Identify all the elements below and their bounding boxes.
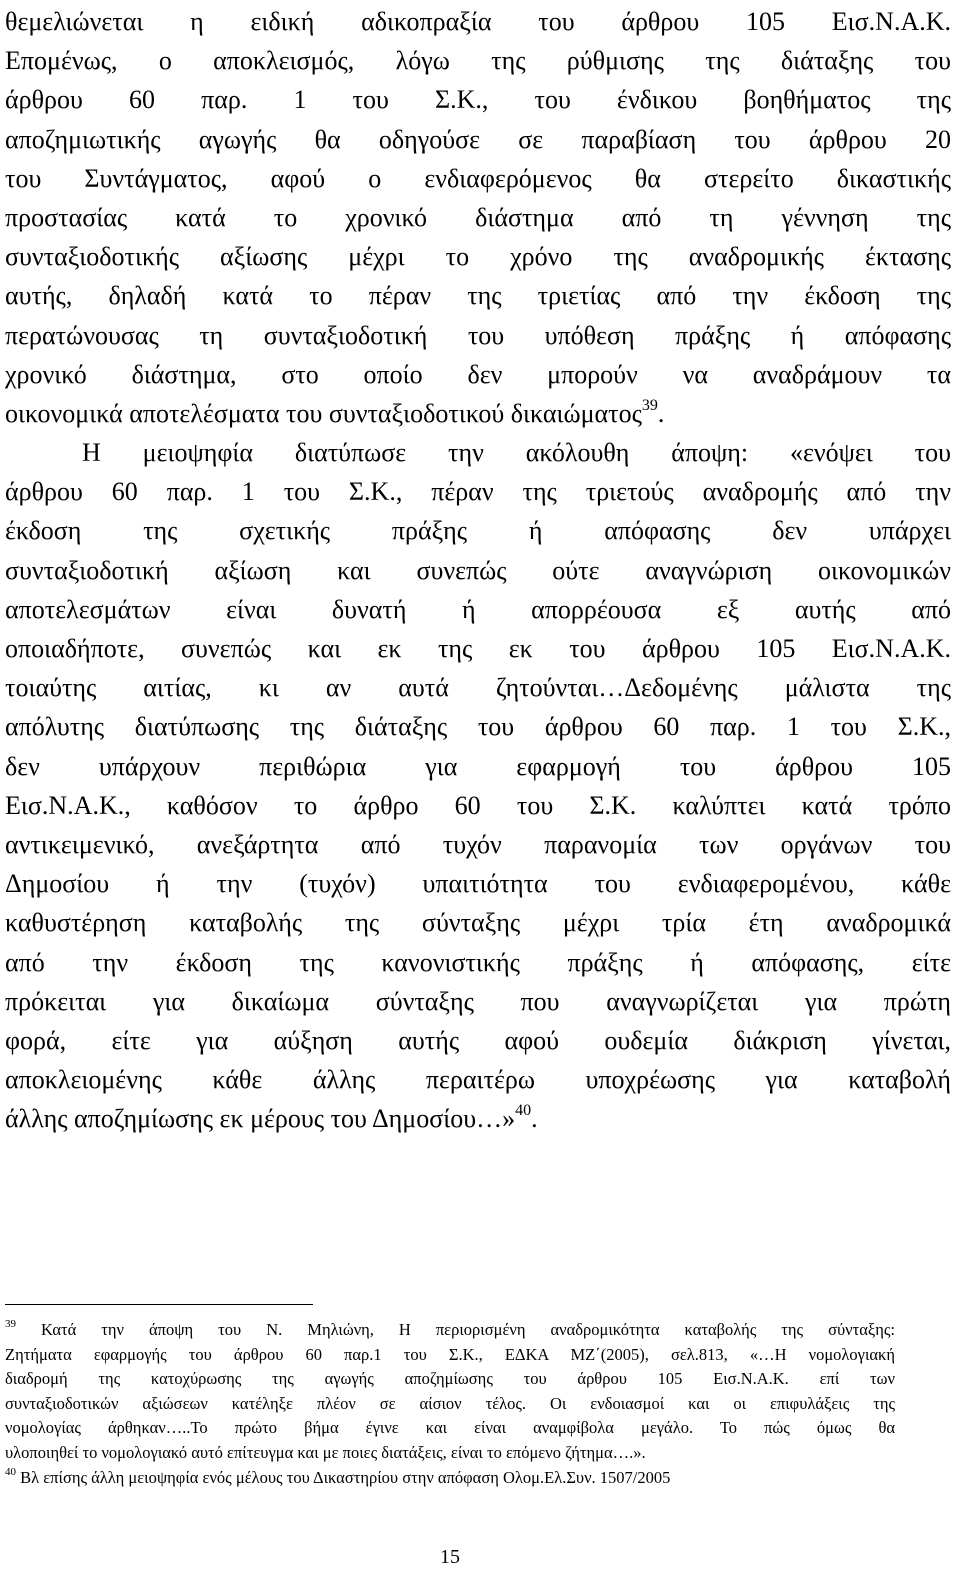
footnote-39-line-text bbox=[5, 1320, 895, 1339]
footnotes bbox=[5, 1318, 895, 1490]
body-text bbox=[5, 2, 951, 1138]
footnote-ref-39[interactable]: 39 bbox=[641, 396, 658, 414]
text-line-content: άλλης αποζημίωσης εκ μέρους του Δημοσίου…» bbox=[5, 1104, 516, 1134]
text-line: δεν υπάρχουν περιθώρια για εφαρμογή του άρθρου 105 bbox=[5, 751, 951, 781]
footnote-40-text: Βλ επίσης άλλη μειοψηφία ενός μέλους του Δικαστηρίου στην απόφαση Ολομ.Ελ.Συν. 1507/2005 bbox=[20, 1467, 671, 1487]
text-line: τοιαύτης αιτίας, κι αν αυτά ζητούνται…Δεδομένης μάλιστα της bbox=[5, 673, 951, 703]
text-line: πρόκειται για δικαίωμα σύνταξης που αναγνωρίζεται για πρώτη bbox=[5, 986, 951, 1016]
text-line-content: οικονομικά αποτελέσματα του συνταξιοδοτικού δικαιώματος bbox=[5, 398, 642, 428]
text-line: άρθρου 60 παρ. 1 του Σ.Κ., πέραν της τριετούς αναδρομής από την bbox=[5, 477, 951, 507]
text-line: οποιαδήποτε, συνεπώς και εκ της εκ του άρθρου 105 Εισ.Ν.Α.Κ. bbox=[5, 634, 951, 663]
footnote-39-line: νομολογίας άρθηκαν…..Το πρώτο βήμα έγινε και είναι αναμφίβολα μεγάλο. Το πώς όμως θα bbox=[5, 1418, 895, 1438]
text-line: περατώνουσας τη συνταξιοδοτική του υπόθεση πράξης ή απόφασης bbox=[5, 320, 951, 350]
text-line bbox=[5, 1099, 951, 1138]
text-line: χρονικό διάστημα, στο οποίο δεν μπορούν να αναδράμουν τα bbox=[5, 359, 951, 389]
text-line: φορά, είτε για αύξηση αυτής αφού ουδεμία διάκριση γίνεται, bbox=[5, 1025, 951, 1055]
text-line: αποτελεσμάτων είναι δυνατή ή απορρέουσα εξ αυτής από bbox=[5, 594, 951, 624]
footnote-separator bbox=[5, 1304, 313, 1305]
footnote-39-line: υλοποιηθεί το νομολογιακό αυτό επίτευγμα και με ποιες διατάξεις, είναι το επόμενο ζήτημα….». bbox=[5, 1442, 646, 1462]
text-line: Επομένως, ο αποκλεισμός, λόγω της ρύθμισης της διάταξης του bbox=[5, 46, 951, 76]
page-number: 15 bbox=[440, 1546, 460, 1568]
text-line: συνταξιοδοτική αξίωση και συνεπώς ούτε αναγνώριση οικονομικών bbox=[5, 555, 951, 585]
footnote-40-number: 40 bbox=[5, 1465, 16, 1478]
text-line: Η μειοψηφία διατύπωσε την ακόλουθη άποψη: «ενόψει του bbox=[82, 438, 951, 468]
text-line: αντικειμενικό, ανεξάρτητα από τυχόν παρανομία των οργάνων του bbox=[5, 829, 951, 859]
footnote-39-line: διαδρομή της κατοχύρωσης της αγωγής αποζημίωσης του άρθρου 105 Εισ.Ν.Α.Κ. επί των bbox=[5, 1369, 895, 1389]
text-line: συνταξιοδοτικής αξίωσης μέχρι το χρόνο της αναδρομικής έκτασης bbox=[5, 242, 951, 272]
text-line: καθυστέρηση καταβολής της σύνταξης μέχρι τρία έτη αναδρομικά bbox=[5, 908, 951, 938]
footnote-39-number: 39 bbox=[5, 1318, 16, 1330]
footnote-39-line bbox=[5, 1318, 895, 1343]
text-line: άρθρου 60 παρ. 1 του Σ.Κ., του ένδικου βοηθήματος της bbox=[5, 85, 951, 115]
text-line: απόλυτης διατύπωσης της διάταξης του άρθρου 60 παρ. 1 του Σ.Κ., bbox=[5, 712, 951, 742]
text-line: από την έκδοση της κανονιστικής πράξης ή απόφασης, είτε bbox=[5, 947, 951, 977]
text-line: αυτής, δηλαδή κατά το πέραν της τριετίας από την έκδοση της bbox=[5, 281, 951, 311]
text-line: Εισ.Ν.Α.Κ., καθόσον το άρθρο 60 του Σ.Κ. καλύπτει κατά τρόπο bbox=[5, 790, 951, 820]
text-line bbox=[5, 394, 951, 433]
footnote-39-line: Ζητήματα εφαρμογής του άρθρου 60 παρ.1 του Σ.Κ., ΕΔΚΑ ΜΖ΄(2005), σελ.813, «…Η νομολογιακή bbox=[5, 1344, 895, 1364]
footnote-39-line: συνταξιοδοτικών αξιώσεων κατέληξε πλέον σε αίσιον τέλος. Οι ενδοιασμοί και οι επιφυλάξεις της bbox=[5, 1393, 895, 1413]
text-line: Δημοσίου ή την (τυχόν) υπαιτιότητα του ενδιαφερομένου, κάθε bbox=[5, 869, 951, 899]
text-line: αποκλειομένης κάθε άλλης περαιτέρω υποχρέωσης για καταβολή bbox=[5, 1065, 951, 1095]
text-line: προστασίας κατά το χρονικό διάστημα από τη γέννηση της bbox=[5, 202, 951, 232]
text-line: θεμελιώνεται η ειδική αδικοπραξία του άρθρου 105 Εισ.Ν.Α.Κ. bbox=[5, 7, 951, 36]
sentence-end: . bbox=[657, 398, 665, 428]
text-line: αποζημιωτικής αγωγής θα οδηγούσε σε παραβίαση του άρθρου 20 bbox=[5, 124, 951, 154]
footnote-40-line bbox=[5, 1466, 895, 1491]
footnote-39-text: Κατά την άποψη του Ν. Μηλιώνη, Η περιορισμένη αναδρομικότητα καταβολής της σύνταξης: bbox=[41, 1320, 895, 1339]
text-line: του Συντάγματος, αφού ο ενδιαφερόμενος θα στερείτο δικαστικής bbox=[5, 163, 951, 193]
footnote-ref-40[interactable]: 40 bbox=[515, 1102, 532, 1120]
text-line: έκδοση της σχετικής πράξης ή απόφασης δεν υπάρχει bbox=[5, 516, 951, 546]
sentence-end: . bbox=[531, 1104, 538, 1134]
